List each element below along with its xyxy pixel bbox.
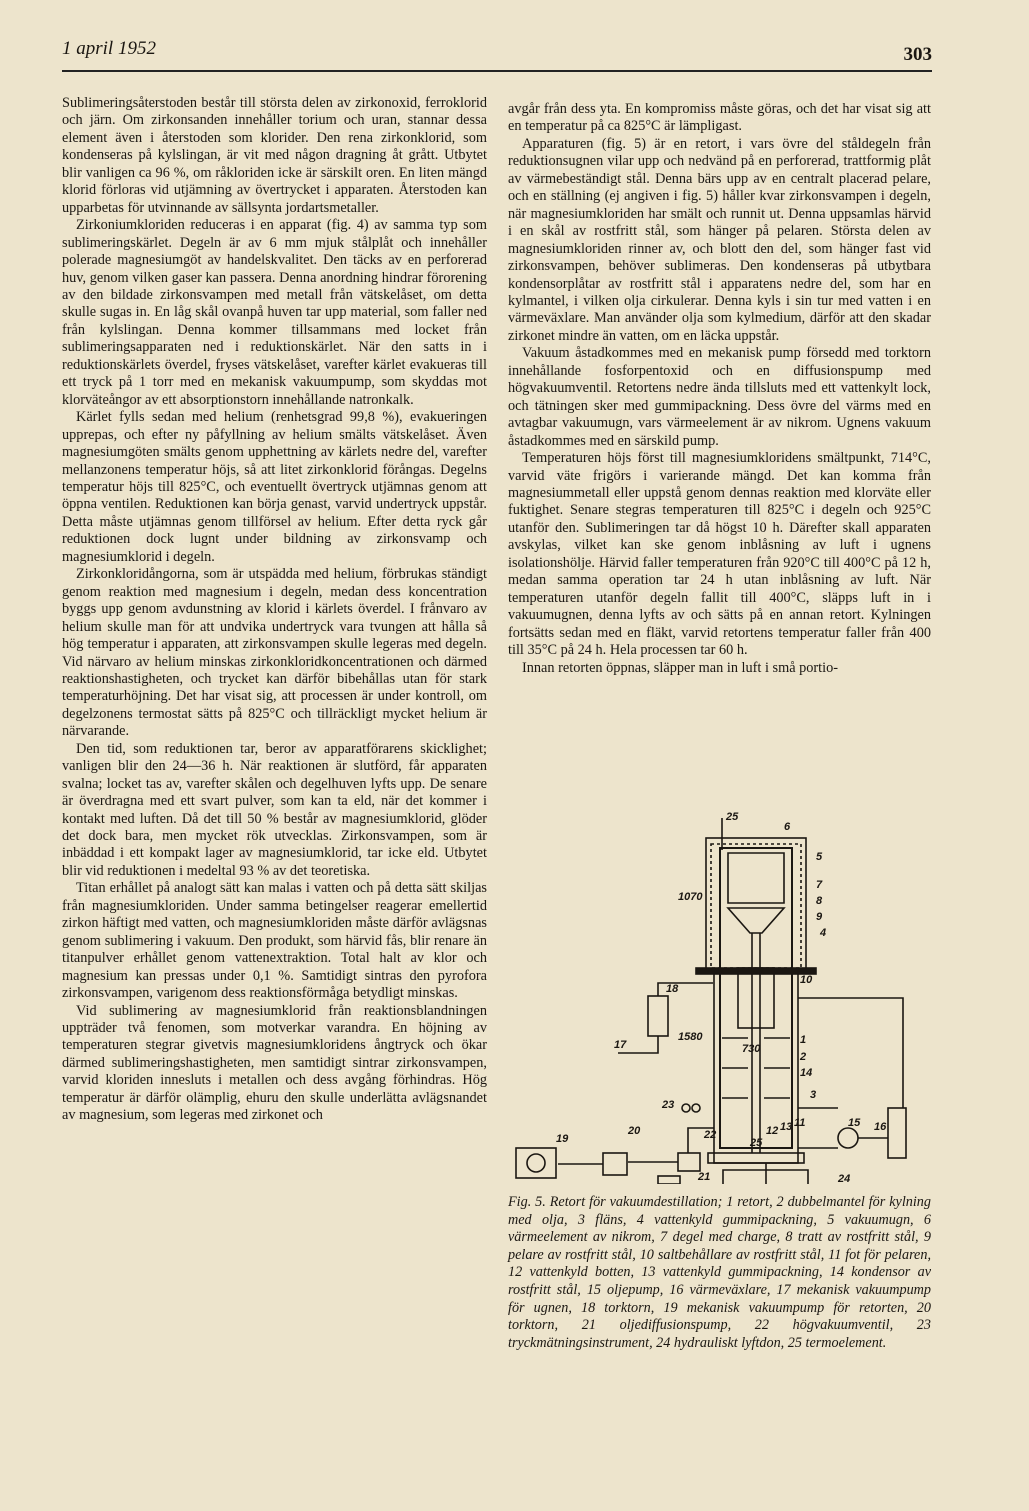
- retort-diagram-svg: [508, 808, 931, 1184]
- oil-pump-15: [838, 1128, 858, 1148]
- label-25-top: 25: [726, 811, 739, 823]
- label-13: 13: [780, 1121, 793, 1133]
- label-18: 18: [666, 983, 679, 995]
- page-number: 303: [903, 44, 932, 65]
- dimension-1580: 1580: [678, 1031, 703, 1043]
- pressure-gauge-23b: [692, 1104, 700, 1112]
- paragraph: Kärlet fylls sedan med helium (renhetsgrad 99,8 %), evakueringen upprepas, och efter ny påfyllning av helium smälts vätskelåset. Även magnesiumgöten smälts genom upphettning av kärlets nedre del, varefter mellanzonens temperatur höjs, så att litet zirkonklorid förångas. Degelns temperatur höjs till 825°C, och eventuellt övertryck utjämnas genom att öppna ventilen. Reduktionen kan börja genast, varvid undertryck uppstår. Detta måste utjämnas genom tillförsel av helium. Efter detta ryck går reduktionen dock lugnt under bildning av zirkonsvamp och magnesiumklorid i degeln.: [62, 409, 487, 565]
- drying-tower-18: [648, 996, 668, 1036]
- label-21: 21: [698, 1171, 711, 1183]
- label-6: 6: [784, 821, 791, 833]
- label-25-bottom: 25: [750, 1137, 763, 1149]
- paragraph: Sublimeringsåterstoden består till största delen av zirkonoxid, ferroklorid och järn. Om zirkonsanden innehåller torium och uran, stannar dessa element även i återstoden som klorider. Den rena zirkonklorid, som kondenseras på kylslingan, är vit med någon dragning åt grått. Utbytet blir vanligen ca 96 %, om råkloriden icke är särskilt oren. En liten mängd klorid förloras vid utjämning av övertrycket i apparaten. Återstoden kan upparbetas för utvinnande av sällsynta jordartsmetaller.: [62, 95, 487, 216]
- drying-tower-20: [603, 1153, 627, 1175]
- paragraph: Temperaturen höjs först till magnesiumkloridens smältpunkt, 714°C, varvid väte frigörs i varierande mängd. Det kan komma från magnesiummetall eller uppstå genom dennas reaktion med klorväte eller fuktighet. Senare stegras temperaturen till 825°C i degeln och 925°C utanför den. Sublimeringen tar då högst 10 h. Därefter skall apparaten avskylas, vilket kan ske genom inblåsning av luft i ugnens isolationshölje. Härvid faller temperaturen från 920°C till 400°C på 12 h, medan samma operation tar 24 h utan inblåsning av luft. När temperaturen utanför degeln fallit till 400°C, släpps luft in i vakuumugnen, denna lyfts av och sätts på en annan retort. Kylningen fortsätts sedan med en fläkt, varvid retortens temperatur faller från 400 till 35°C på 24 h. Hela processen tar 60 h.: [508, 450, 931, 659]
- funnel-outline: [728, 908, 784, 933]
- heat-exchanger-16: [888, 1108, 906, 1158]
- label-17: 17: [614, 1039, 627, 1051]
- pressure-gauge-23: [682, 1104, 690, 1112]
- label-23: 23: [662, 1099, 675, 1111]
- label-7: 7: [816, 879, 823, 891]
- label-19: 19: [556, 1133, 569, 1145]
- label-24: 24: [838, 1173, 851, 1184]
- left-column: [62, 95, 487, 1125]
- header-date: 1 april 1952: [62, 38, 156, 59]
- salt-container-outline: [738, 968, 774, 1028]
- water-cooled-bottom: [708, 1153, 804, 1163]
- pump-wheel: [527, 1154, 545, 1172]
- paragraph: avgår från dess yta. En kompromiss måste göras, och det har visat sig att en temperatur på ca 825°C är lämpligast.: [508, 101, 931, 135]
- label-2: 2: [800, 1051, 807, 1063]
- paragraph: Den tid, som reduktionen tar, beror av apparatförarens skicklighet; vanligen blir den 24—36 h. När reaktionen är slutförd, får apparaten svalna; locket tas av, varefter skålen och degelhuven lyfts upp. De senare är överdragna med ett svart pulver, som kan ta eld, när det kommer i kontakt med luften. Då det till 50 % består av magnesiumklorid, glöder det dock bara, men mycket rök utvecklas. Zirkonsvampen, som är inbäddad i ett kompakt lager av magnesiumklorid, tar icke eld. Utbytet blir vid reduktionen i medeltal 93 % av det teoretiska.: [62, 740, 487, 879]
- header-rule: [62, 70, 932, 72]
- paragraph: Zirkonkloridångorna, som är utspädda med helium, förbrukas ständigt genom reaktion med magnesium i degeln, medan dess koncentration byggs upp genom avdunstning av klorid i kärlets överdel. I frånvaro av helium skulle man för att undvika undertryck vara tvungen att hålla så hög temperatur i apparaten, att zirkonsvampen skulle legeras med degeln. Vid närvaro av helium minskas zirkonkloridkoncentrationen och därmed reaktionshastigheten, och trycket kan därför bibehållas utan för stark temperaturhöjning. Det har visat sig, att processen är under kontroll, om degelzonens termostat sätts på 825°C och tillräckligt mycket helium är närvarande.: [62, 566, 487, 740]
- figure-5-retort-diagram: [508, 808, 931, 1184]
- mechanical-pump-19: [516, 1148, 556, 1178]
- paragraph: Vakuum åstadkommes med en mekanisk pump försedd med torktorn innehållande fosforpentoxid och en diffusionspump med högvakuumventil. Retortens nedre ända tillsluts med ett vattenkylt lock, och tätningen sker med gummipackning. Dess övre del värms med en avtagbar vakuumugn, vars värmeelement är av nikrom. Ugnens vakuum åstadkommes med en särskild pump.: [508, 345, 931, 449]
- page-header: [62, 38, 932, 72]
- diffusion-pump-21: [658, 1176, 680, 1184]
- flange: [696, 968, 816, 974]
- label-15: 15: [848, 1117, 861, 1129]
- right-column: [508, 101, 931, 677]
- label-1: 1: [800, 1034, 807, 1046]
- high-vacuum-valve-22: [678, 1153, 700, 1171]
- label-22: 22: [704, 1129, 717, 1141]
- paragraph: Innan retorten öppnas, släpper man in luft i små portio-: [522, 659, 839, 676]
- crucible-outline: [728, 853, 784, 903]
- paragraph: Zirkoniumkloriden reduceras i en apparat (fig. 4) av samma typ som sublimeringskärlet. Degeln är av 6 mm mjuk stålplåt och innehåller polerade magnesiumgöt av handelskvalitet. Den täcks av en perforerad huv, genom vilken gaser kan passera. Denna anordning hindrar förorening av den bildade zirkonsvampen med metall från vätskelåset, om detta skulle sugas in. En låg skål ovanpå huven tar upp material, som faller ned från kylslingan. Denna kommer tillsammans med locket från sublimeringsapparaten ned i reduktionskärlet. När den satts in i reduktionskärlets överdel, fryses vätskelåset, varefter kärlet evakueras till ett tryck på 1 torr med en mekanisk vakuumpump, som skyddas mot klorväteångor av ett absorptionstorn innehållande natronkalk.: [62, 217, 487, 408]
- label-10: 10: [800, 974, 813, 986]
- label-9: 9: [816, 911, 823, 923]
- dimension-1070: 1070: [678, 891, 703, 903]
- label-3: 3: [810, 1089, 817, 1101]
- label-12: 12: [766, 1125, 779, 1137]
- dimension-730: 730: [742, 1043, 761, 1055]
- label-14: 14: [800, 1067, 813, 1079]
- retort-outline: [720, 848, 792, 1148]
- label-16: 16: [874, 1121, 887, 1133]
- paragraph: Vid sublimering av magnesiumklorid från reaktionsblandningen uppträder två fenomen, som motverkar varandra. En höjning av temperaturen stegrar givetvis magnesiumkloridens ångtryck och ökar därmed sublimeringshastigheten, men samtidigt sintrar zirkonsvampen, varvid kloriden innesluts i metallen och dess avgång förhindras. Hög temperatur är därför olämplig, ehuru den skulle underlätta avlägsnandet av magnesium, som legeras med zirkonet och: [62, 1002, 487, 1124]
- paragraph: Titan erhållet på analogt sätt kan malas i vatten och på detta sätt skiljas från magnesiumkloriden. Under samma betingelser reagerar emellertid zirkon häftigt med vatten, och magnesiumkloriden måste därför avlägsnas genom sublimering i vakuum. Den produkt, som härvid fås, blir renare än titanpulver erhållet genom vattenextraktion. Total halt av klor och magnesium kan pressas under 0,1 %. Samtidigt sintras den pyrofora zirkonsvampen, varigenom dess reaktionsförmåga betydligt minskas.: [62, 880, 487, 1002]
- label-8: 8: [816, 895, 823, 907]
- paragraph: Apparaturen (fig. 5) är en retort, i vars övre del ståldegeln från reduktionsugnen vilar upp och nedvänd på en perforerad, trattformig plåt av värmebeständigt stål. Denna bärs upp av en centralt placerad pelare, och en ställning (ej angiven i fig. 5) håller kvar zirkonsvampen i degeln, när magnesiumkloriden har smält och runnit ut. Denna uppsamlas härvid i en skål av rostfritt stål, som hänger på pelaren. Största delen av magnesiumkloriden rinner av, och blott den del, som hänger fast vid zirkonsvampen, behöver sublimeras. Den kondenseras på utbytbara kondensorplåtar av rostfritt stål i apparatens nedre del, som har en kylmantel, i vilken olja cirkulerar. Denna kyls i sin tur med vatten i en värmeväxlare. Man använder olja som kylmedium, därför att den skadar zirkonet mindre än vatten, om en läcka uppstår.: [508, 135, 931, 344]
- heating-element-outline: [711, 844, 801, 968]
- label-4: 4: [820, 927, 827, 939]
- label-20: 20: [628, 1125, 641, 1137]
- label-11: 11: [794, 1117, 806, 1129]
- figure-caption: Fig. 5. Retort för vakuumdestillation; 1 retort, 2 dubbelmantel för kylning med olja, 3 fläns, 4 vattenkyld gummipackning, 5 vakuumugn, 6 värmeelement av nikrom, 7 degel med charge, 8 tratt av rostfritt stål, 9 pelare av rostfritt stål, 10 saltbehållare av rostfritt stål, 11 fot för pelaren, 12 vattenkyld botten, 13 vattenkyld gummipackning, 14 kondensor av rostfritt stål, 15 oljepump, 16 värmeväxlare, 17 mekanisk vakuumpump för ugnen, 18 torktorn, 19 mekanisk vakuumpump för retorten, 20 torktorn, 21 oljediffusionspump, 22 högvakuumventil, 23 tryckmätningsinstrument, 24 hydrauliskt lyftdon, 25 termoelement.: [508, 1194, 931, 1351]
- label-5: 5: [816, 851, 823, 863]
